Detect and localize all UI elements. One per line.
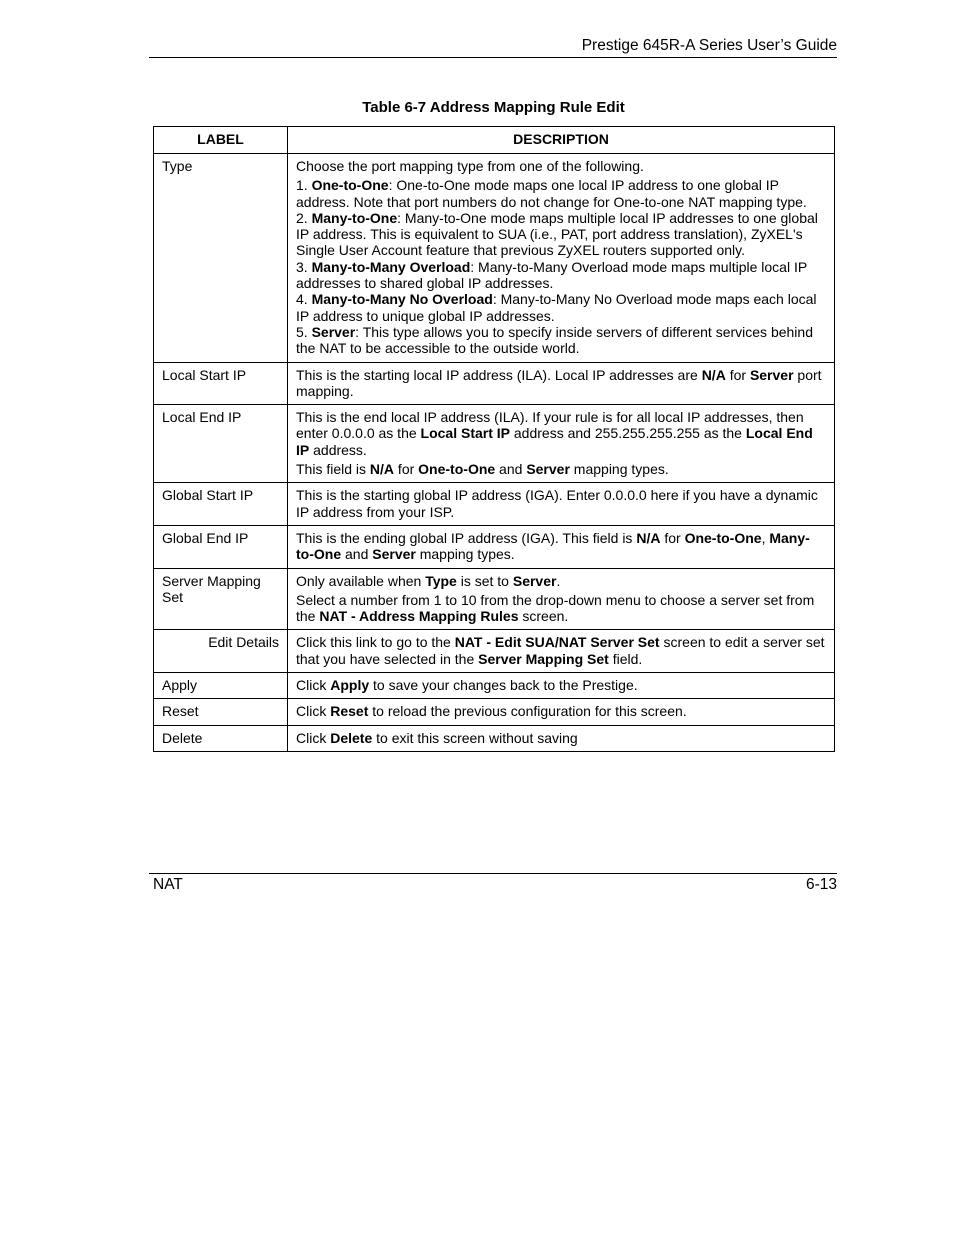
row-description xyxy=(288,362,835,405)
text-run: address. xyxy=(309,441,367,458)
bold-term: Server xyxy=(311,323,356,340)
text-run: Click xyxy=(296,703,331,720)
text-run: port mapping. xyxy=(296,366,822,399)
text-run: 2. xyxy=(296,209,312,226)
header-rule xyxy=(149,57,837,58)
bold-term: Reset xyxy=(330,703,369,720)
description-paragraph xyxy=(296,592,826,625)
text-run: : One-to-One mode maps one local IP address to one global IP address. Note that port numbers do not change for One-to-one NAT mapping type. xyxy=(296,177,807,210)
text-run: and xyxy=(495,461,527,478)
row-description xyxy=(288,405,835,483)
text-run: field. xyxy=(608,650,643,667)
bold-term: NAT - Address Mapping Rules xyxy=(319,608,519,625)
description-paragraph xyxy=(296,409,826,458)
row-label: Reset xyxy=(154,699,288,725)
bold-term: Many-to-One xyxy=(311,209,398,226)
row-description xyxy=(288,725,835,751)
text-run: is set to xyxy=(456,572,513,589)
row-label: Global Start IP xyxy=(154,483,288,526)
row-label: Edit Details xyxy=(154,630,288,673)
table-row xyxy=(154,525,835,568)
row-label: Apply xyxy=(154,673,288,699)
text-run: to exit this screen without saving xyxy=(372,729,578,746)
description-paragraph xyxy=(296,487,826,520)
text-run: This is the end local IP address (ILA). If your rule is for all local IP addresses, then enter 0.0.0.0 as the xyxy=(296,409,804,442)
table-caption: Table 6-7 Address Mapping Rule Edit xyxy=(362,99,625,116)
bold-term: Server xyxy=(372,546,416,563)
text-run: address and 255.255.255.255 as the xyxy=(510,425,746,442)
bold-term: Type xyxy=(425,572,457,589)
text-run: for xyxy=(725,366,750,383)
text-run: Click xyxy=(296,729,331,746)
row-label: Delete xyxy=(154,725,288,751)
bold-term: N/A xyxy=(636,529,661,546)
text-run: Choose the port mapping type from one of the following. xyxy=(296,158,644,174)
text-run: Click this link to go to the xyxy=(296,634,455,651)
row-description xyxy=(288,673,835,699)
description-paragraph xyxy=(296,573,826,589)
text-run: Select a number from 1 to 10 from the drop-down menu to choose a server set from the xyxy=(296,591,815,625)
table-header-row xyxy=(154,127,835,154)
text-run: and xyxy=(341,546,373,563)
text-run: mapping types. xyxy=(415,546,515,563)
row-label: Global End IP xyxy=(154,525,288,568)
text-run: 1. xyxy=(296,177,312,194)
column-header-description: DESCRIPTION xyxy=(288,127,835,154)
table-row xyxy=(154,483,835,526)
row-description xyxy=(288,525,835,568)
table-row xyxy=(154,568,835,630)
text-run: This is the starting global IP address (IGA). Enter 0.0.0.0 here if you have a dynamic IP address from your ISP. xyxy=(296,487,818,520)
description-paragraph xyxy=(296,530,826,563)
bold-term: Many-to-Many Overload xyxy=(311,258,471,275)
table-body xyxy=(154,154,835,752)
text-run: screen. xyxy=(518,608,569,625)
row-description xyxy=(288,630,835,673)
table-row xyxy=(154,725,835,751)
description-paragraph xyxy=(296,703,826,719)
row-label: Server Mapping Set xyxy=(154,568,288,630)
text-run: : Many-to-Many No Overload mode maps each local IP address to unique global IP addresses. xyxy=(296,291,817,324)
text-run: for xyxy=(394,461,419,478)
table-row xyxy=(154,362,835,405)
text-run: . xyxy=(556,572,561,589)
description-paragraph xyxy=(296,634,826,667)
bold-term: Many-to-One xyxy=(296,529,810,563)
table-row xyxy=(154,154,835,363)
row-label: Type xyxy=(154,154,288,363)
text-run: to save your changes back to the Prestige. xyxy=(369,677,638,694)
description-paragraph xyxy=(296,367,826,400)
description-paragraph xyxy=(296,677,826,693)
row-description xyxy=(288,483,835,526)
bold-term: Server xyxy=(512,572,557,589)
table-row xyxy=(154,630,835,673)
text-run: : This type allows you to specify inside servers of different services behind the NAT to be accessible to the outside world. xyxy=(296,323,813,357)
text-run: to reload the previous configuration for this screen. xyxy=(368,703,687,720)
table-row xyxy=(154,673,835,699)
text-run: Click xyxy=(296,677,331,694)
bold-term: Local End IP xyxy=(296,425,813,458)
text-run: 5. xyxy=(296,323,312,340)
description-paragraph xyxy=(296,461,826,477)
row-description xyxy=(288,568,835,630)
text-run: : Many-to-One mode maps multiple local IP addresses to one global IP address. This is equivalent to SUA (i.e., PAT, port address translation), ZyXEL's Single User Account feature that previous ZyXEL routers supported only. xyxy=(296,209,818,259)
row-label: Local End IP xyxy=(154,405,288,483)
table-row xyxy=(154,699,835,725)
text-run: for xyxy=(660,529,685,546)
bold-term: Apply xyxy=(330,677,370,694)
footer-page-number: 6-13 xyxy=(805,876,837,893)
text-run: screen to edit a server set that you have selected in the xyxy=(296,634,825,667)
description-paragraph xyxy=(296,730,826,746)
address-mapping-table xyxy=(153,126,835,752)
footer-section: NAT xyxy=(153,876,183,893)
page-header-title: Prestige 645R-A Series User’s Guide xyxy=(581,37,837,54)
bold-term: One-to-One xyxy=(311,177,389,194)
bold-term: One-to-One xyxy=(418,461,496,478)
row-label: Local Start IP xyxy=(154,362,288,405)
bold-term: N/A xyxy=(369,461,395,478)
row-description xyxy=(288,699,835,725)
bold-term: Server Mapping Set xyxy=(478,650,609,667)
bold-term: NAT - Edit SUA/NAT Server Set xyxy=(454,634,660,651)
text-run: , xyxy=(761,529,770,546)
text-run: : Many-to-Many Overload mode maps multiple local IP addresses to shared global IP addresses. xyxy=(296,258,807,292)
description-paragraph xyxy=(296,158,826,174)
description-paragraph xyxy=(296,177,826,356)
text-run: mapping types. xyxy=(569,461,669,478)
text-run: 3. xyxy=(296,258,312,275)
text-run: 4. xyxy=(296,291,312,308)
text-run: This is the starting local IP address (ILA). Local IP addresses are xyxy=(296,366,702,383)
text-run: This is the ending global IP address (IGA). This field is xyxy=(296,529,637,546)
table-row xyxy=(154,405,835,483)
row-description xyxy=(288,154,835,363)
text-run: This field is xyxy=(296,461,370,478)
bold-term: Many-to-Many No Overload xyxy=(311,291,493,308)
bold-term: Server xyxy=(749,366,794,383)
bold-term: One-to-One xyxy=(684,529,762,546)
text-run: Only available when xyxy=(296,572,426,589)
bold-term: Local Start IP xyxy=(420,425,510,442)
bold-term: N/A xyxy=(701,366,726,383)
bold-term: Delete xyxy=(330,729,373,746)
bold-term: Server xyxy=(526,461,570,478)
footer-rule xyxy=(149,873,837,874)
column-header-label: LABEL xyxy=(154,127,288,154)
